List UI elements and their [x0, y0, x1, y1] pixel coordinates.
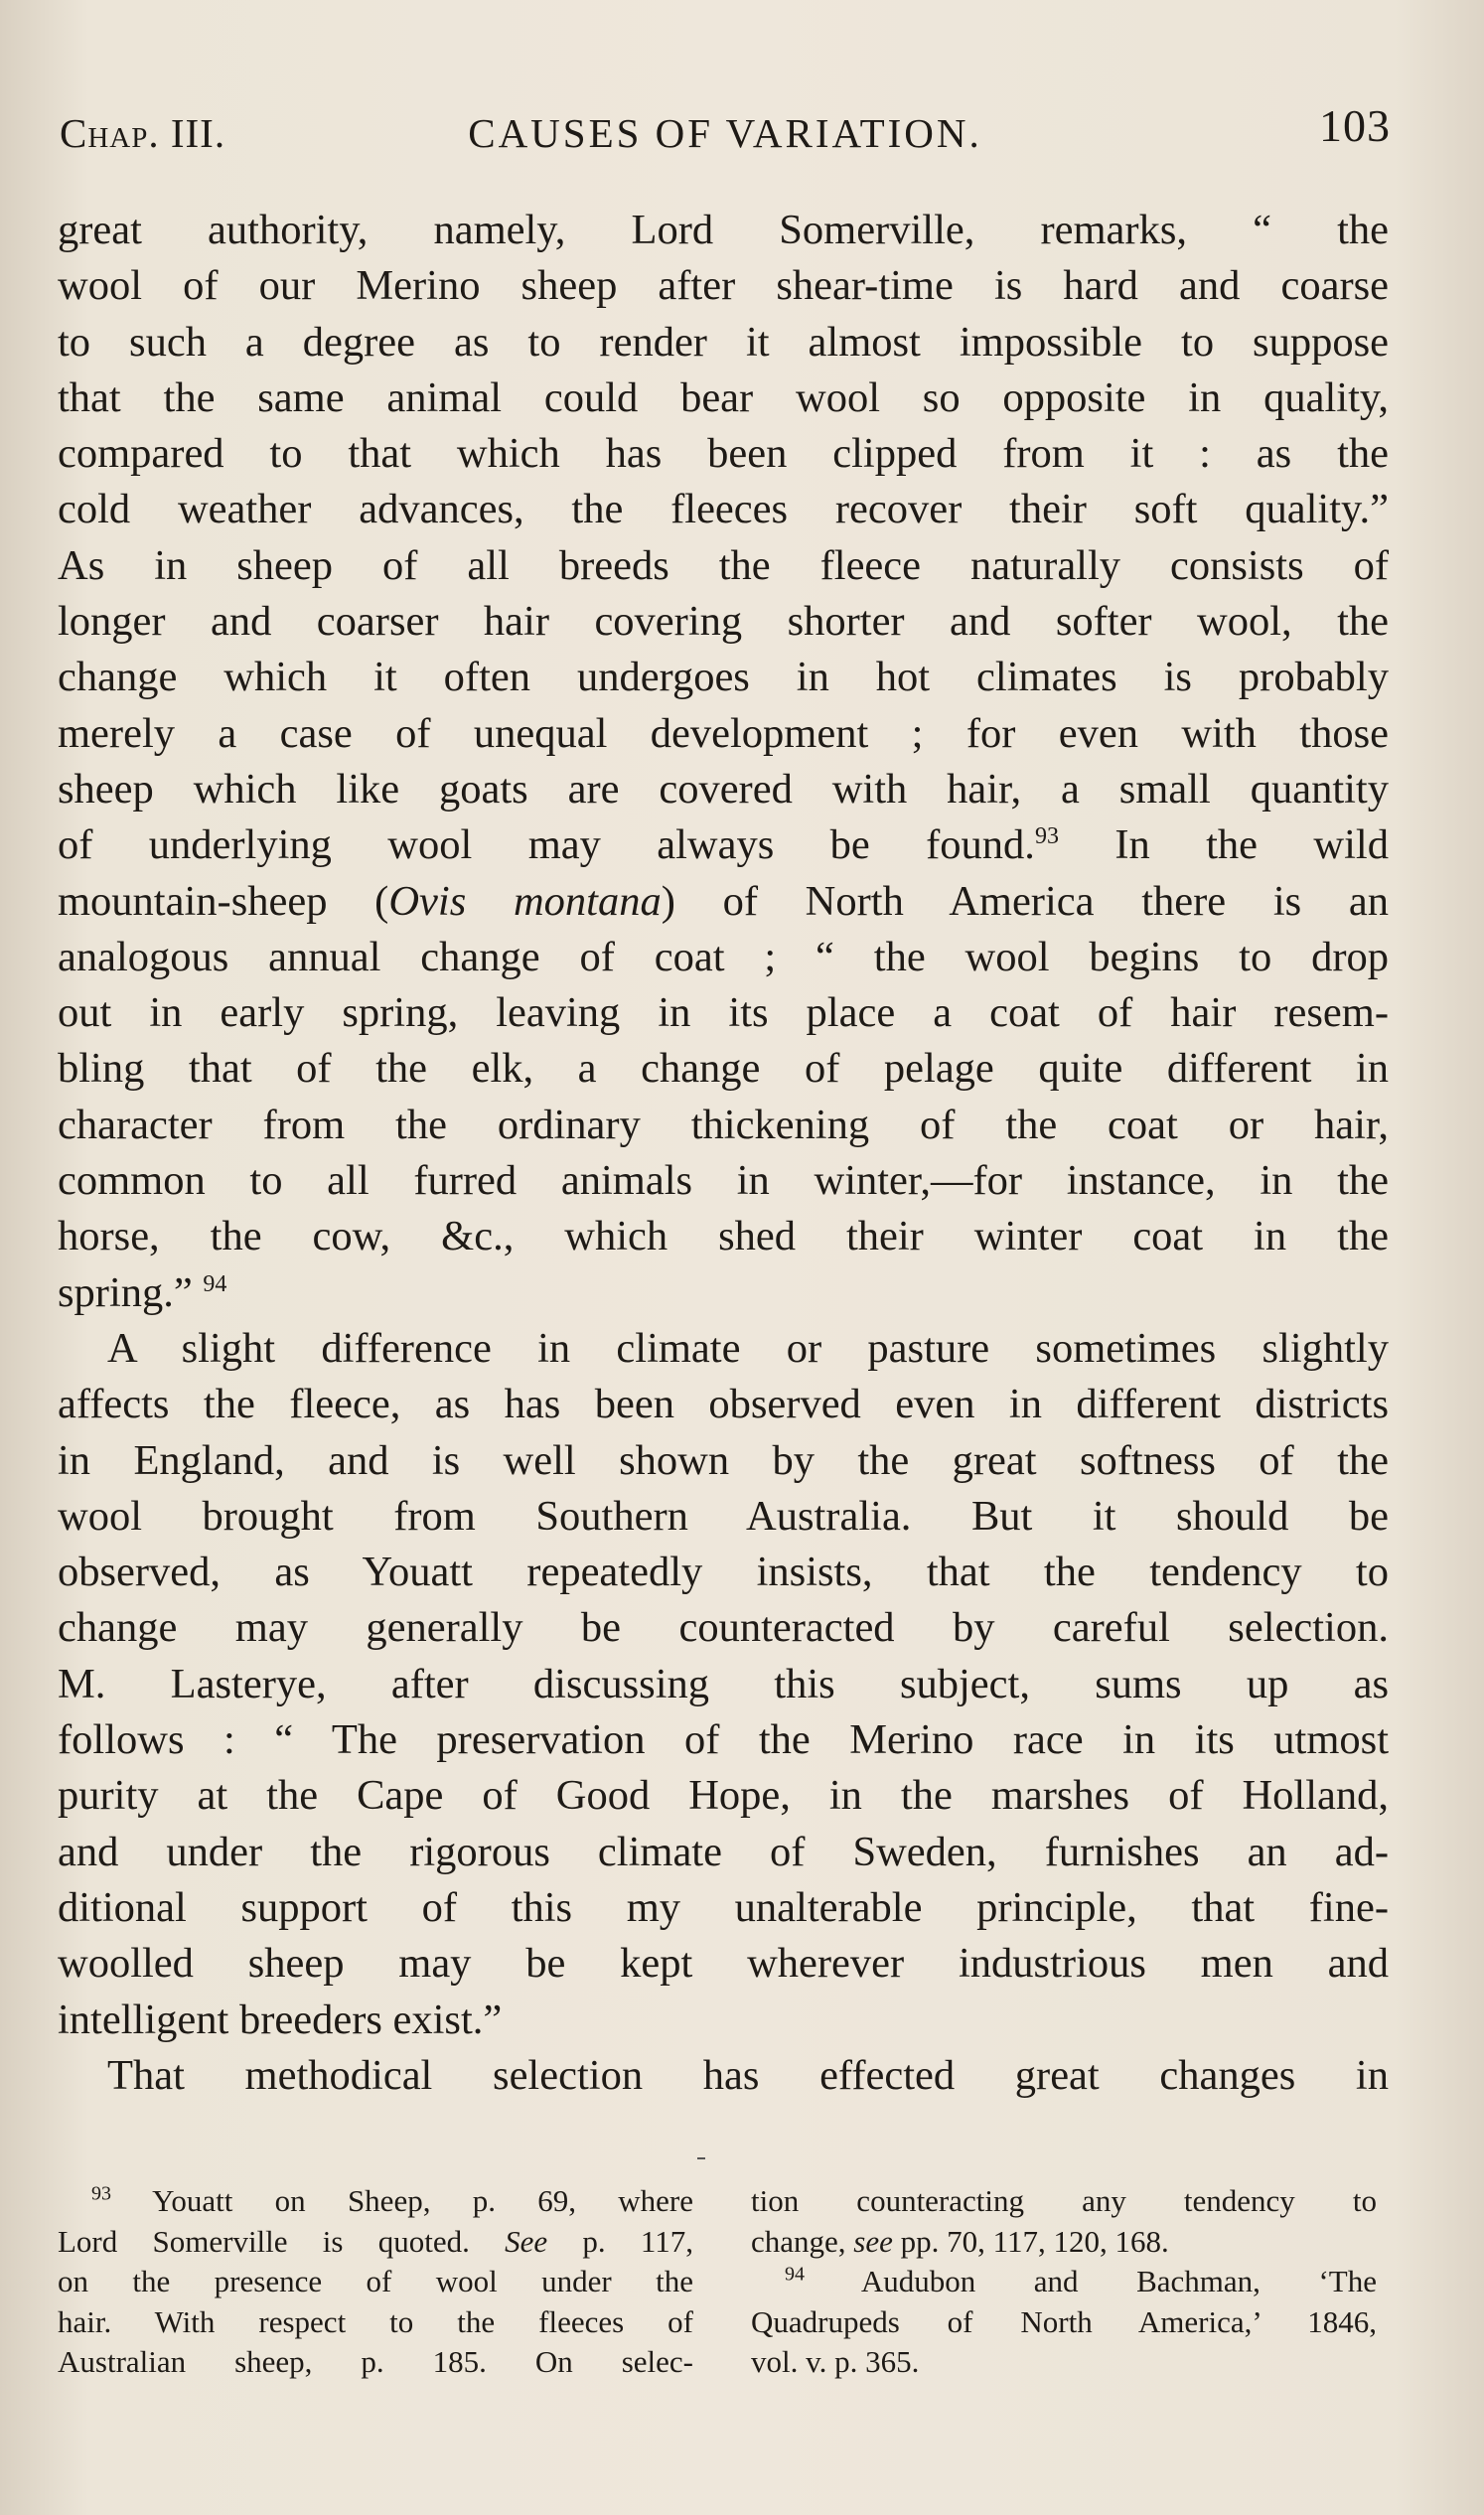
text-line: That methodical selection has effected great changes in — [107, 2051, 1389, 2099]
footnote-marker-94: 94 — [785, 2263, 805, 2286]
text-line: common to all furred animals in winter,—for instance, in the — [58, 1157, 1389, 1205]
footnotes-left-column — [58, 2181, 693, 2383]
chapter-title: CAUSES OF VARIATION. — [468, 110, 982, 156]
footnote-marker-93: 93 — [91, 2182, 111, 2205]
text-line — [58, 817, 1389, 873]
footnote-line — [58, 2181, 693, 2222]
text-line: to such a degree as to render it almost impossible to suppose — [58, 318, 1389, 366]
text-line: horse, the cow, &c., which shed their winter coat in the — [58, 1213, 1389, 1260]
text-segment: mountain-sheep ( — [58, 877, 389, 925]
text-line: bling that of the elk, a change of pelage quite different in — [58, 1045, 1389, 1093]
text-line — [58, 1265, 1389, 1321]
text-segment: change, — [751, 2223, 854, 2259]
body-text — [58, 203, 1389, 2104]
footnote-line: tion counteracting any tendency to — [751, 2183, 1377, 2218]
footnote-line: vol. v. p. 365. — [751, 2344, 920, 2379]
text-segment: Youatt on Sheep, p. 69, where — [111, 2183, 693, 2218]
text-line: observed, as Youatt repeatedly insists, that the tendency to — [58, 1549, 1389, 1596]
text-segment: of underlying wool may always be found. — [58, 821, 1035, 869]
text-line: change may generally be counteracted by careful selection. — [58, 1604, 1389, 1652]
text-line: purity at the Cape of Good Hope, in the marshes of Holland, — [58, 1772, 1389, 1820]
text-line: follows : “ The preservation of the Merino race in its utmost — [58, 1716, 1389, 1764]
text-line: compared to that which has been clipped from it : as the — [58, 430, 1389, 478]
text-line: out in early spring, leaving in its place a coat of hair resem- — [58, 989, 1389, 1037]
text-line: and under the rigorous climate of Sweden, furnishes an ad- — [58, 1828, 1389, 1875]
text-line — [58, 874, 1389, 930]
text-line: sheep which like goats are covered with hair, a small quantity — [58, 765, 1389, 813]
text-line: character from the ordinary thickening of the coat or hair, — [58, 1101, 1389, 1148]
text-segment: spring.” — [58, 1268, 193, 1316]
footnotes-right-column — [751, 2181, 1377, 2383]
text-segment: Audubon and Bachman, ‘The — [805, 2264, 1377, 2298]
footnote-line: on the presence of wool under the — [58, 2264, 693, 2298]
text-line: A slight difference in climate or pasture sometimes slightly — [107, 1324, 1389, 1372]
text-line: change which it often undergoes in hot climates is probably — [58, 654, 1389, 701]
chapter-label: Chap. III. — [60, 110, 226, 156]
species-name: Ovis montana — [388, 877, 662, 925]
footnote-divider — [697, 2157, 705, 2159]
text-line: intelligent breeders exist.” — [58, 1996, 503, 2043]
footnote-line — [751, 2262, 1377, 2302]
see-italic: see — [853, 2223, 893, 2259]
text-line: longer and coarser hair covering shorter and softer wool, the — [58, 598, 1389, 646]
footnote-line: Australian sheep, p. 185. On selec- — [58, 2344, 693, 2379]
text-line: As in sheep of all breeds the fleece naturally consists of — [58, 541, 1389, 589]
footnote-line — [751, 2222, 1377, 2263]
footnote-line — [58, 2222, 693, 2263]
text-line: in England, and is well shown by the great softness of the — [58, 1436, 1389, 1484]
text-segment: Lord Somerville is quoted. — [58, 2223, 506, 2259]
footnote-line: Quadrupeds of North America,’ 1846, — [751, 2303, 1377, 2339]
text-line: wool of our Merino sheep after shear-time is hard and coarse — [58, 262, 1389, 310]
text-line: great authority, namely, Lord Somerville, remarks, “ the — [58, 207, 1389, 253]
text-line: ditional support of this my unalterable principle, that fine- — [58, 1883, 1389, 1931]
text-line: M. Lasterye, after discussing this subject, sums up as — [58, 1660, 1389, 1707]
text-line: wool brought from Southern Australia. But it should be — [58, 1492, 1389, 1540]
footnote-ref-93: 93 — [1034, 823, 1059, 850]
text-segment: p. 117, — [547, 2223, 693, 2259]
text-segment: pp. 70, 117, 120, 168. — [892, 2223, 1169, 2259]
text-line: cold weather advances, the fleeces recover their soft quality.” — [58, 486, 1389, 533]
footnote-ref-94: 94 — [203, 1270, 227, 1297]
page-number: 103 — [1319, 100, 1391, 151]
text-line: affects the fleece, as has been observed even in different districts — [58, 1381, 1389, 1428]
text-segment: ) of North America there is an — [661, 877, 1390, 925]
footnote-line: hair. With respect to the fleeces of — [58, 2303, 693, 2339]
text-line: that the same animal could bear wool so opposite in quality, — [58, 373, 1389, 421]
text-line: merely a case of unequal development ; for even with those — [58, 709, 1389, 757]
text-line: analogous annual change of coat ; “ the wool begins to drop — [58, 933, 1389, 980]
text-segment: In the wild — [1058, 821, 1389, 869]
text-line: woolled sheep may be kept wherever industrious men and — [58, 1940, 1389, 1988]
see-italic: See — [505, 2223, 548, 2259]
running-head — [60, 99, 1391, 169]
